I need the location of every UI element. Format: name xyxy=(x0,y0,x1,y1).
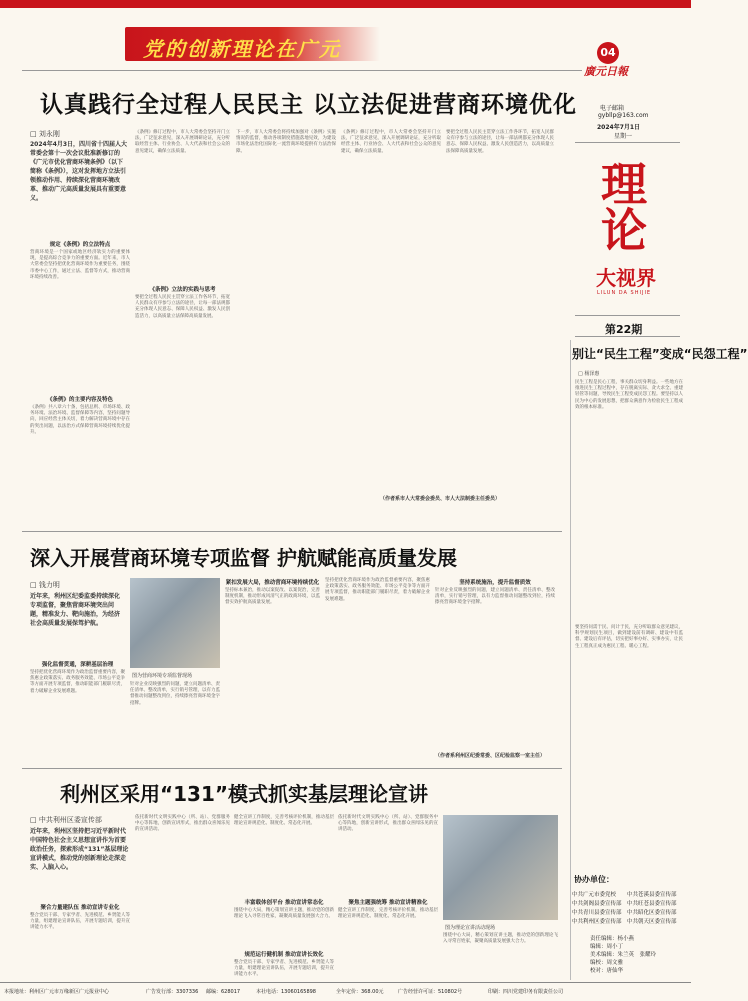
article3-subhead-3: 规范运行健机制 推动宣讲长效化 xyxy=(244,952,324,958)
article2-byline: □ 钱力明 xyxy=(30,581,60,589)
top-divider xyxy=(22,70,582,71)
issue-divider-bottom xyxy=(575,336,680,337)
article1-lead: 2024年4月3日，四川省十四届人大常委会第十一次会议批准新修订的《广元市优化营商环境条例》（以下简称《条例》），这对发挥地方立法引领推动作用、持续深化营商环境改革、推动广元高质量发展具有重要意义。 xyxy=(30,141,128,202)
article3-photo-caption: 图为理论宣讲活动现场 xyxy=(445,925,496,931)
article3-subhead-4: 聚焦主题强统筹 推动宣讲精准化 xyxy=(348,900,428,906)
article2-subhead-1: 强化监督贯通，深耕基层治理 xyxy=(41,662,114,668)
article3-byline: □ 中共利州区委宣传部 xyxy=(30,816,102,824)
article3-subhead-2: 丰富载体创平台 推动宣讲常态化 xyxy=(244,900,324,906)
article3-subhead-1: 聚合力量建队伍 推动宣讲专业化 xyxy=(40,905,120,911)
side-article-byline: □ 杨泽惠 xyxy=(578,371,600,377)
article1-body-2: 《条例》共八章六十条，包括总则、市场环境、政务环境、法治环境、监督保障等内容，坚持问题导向，回应经营主体关切，着力解决营商环境中存在的突出问题，以法治方式保障营商环境持续优化提升。 xyxy=(30,405,130,435)
page-footer xyxy=(0,982,691,1001)
article1-body-1: 营商环境是一个国家或地区经济软实力的重要体现，是提高综合竞争力的重要方面。近年来，市人大常委会坚持把优化营商环境作为重要任务，围绕市委中心工作，通过立法、监督等方式，推动营商环境持续改善。 xyxy=(30,250,130,280)
footer-print: 印刷：四川党建印务有限责任公司 xyxy=(488,989,564,995)
article1-body-6: 《条例》修订过程中，市人大常委会坚持开门立法，广泛征求意见，深入开展调研论证，充分听取经营主体、行业协会、人大代表和社会公众的意见建议，确保立法质量。 xyxy=(341,130,441,154)
cooperation-title: 协办单位： xyxy=(574,875,614,884)
side-article-body: 民生工程是民心工程，事关群众切身利益。一些地方在推进民生工程过程中，存在脱离实际、贪大求全、重建轻管等问题，导致民生工程变成民怨工程。要坚持以人民为中心的发展思想，把群众满意作为检验民生工程成效的根本标准。 xyxy=(575,380,683,410)
article1-divider xyxy=(22,531,562,532)
article1-subhead-1: 规定《条例》的立法特点 xyxy=(49,242,111,248)
coop-item: 中共剑阁县委宣传部 xyxy=(572,901,622,907)
staff-line: 美术编辑：朱兰英 张耀玲 xyxy=(590,952,657,958)
footer-postcode: 邮编：628017 xyxy=(206,989,241,995)
article2-subhead-3: 坚持系统施治，提升监督质效 xyxy=(459,580,531,586)
article2-divider xyxy=(22,768,562,769)
contact-email[interactable]: gybllp@163.com xyxy=(598,112,649,119)
article1-subhead-3: 《条例》立法的实践与思考 xyxy=(149,287,216,293)
article1-body-7: 要把全过程人民民主贯穿立法工作各环节，拓宽人民群众有序参与立法的途径，让每一部法规都充分体现人民意志、保障人民权益、激发人民创造活力，以高质量立法保障高质量发展。 xyxy=(446,130,554,154)
article2-subhead-2: 紧扣发展大局，推动营商环境持续优化 xyxy=(225,580,320,586)
article2-body-3: 坚持标本兼治，推动以案促改、以案促治，完善制度机制，推动形成风清气正的政商环境，以监督实效护航高质量发展。 xyxy=(225,588,320,606)
column-banner xyxy=(125,27,380,61)
section-subtitle: 大视界 xyxy=(596,266,656,290)
article3-photo xyxy=(443,815,558,920)
contact-label: 电子邮箱 xyxy=(600,105,625,112)
article3-lead: 近年来，利州区坚持把习近平新时代中国特色社会主义思想宣讲作为首要政治任务，探索形成“131”基层理论宣讲模式，推动党的创新理论走深走实、入脑入心。 xyxy=(30,828,129,871)
article1-subhead-2: 《条例》的主要内容及特色 xyxy=(46,397,113,403)
article3-body-4: 围绕中心大局，精心策划宣讲主题，推动党的创新理论飞入寻常百姓家，凝聚高质量发展强大合力。 xyxy=(234,908,334,920)
section-pinyin: LILUN DA SHIJIE xyxy=(597,290,652,296)
article2-photo-caption: 图为营商环境专项监督现场 xyxy=(132,673,193,679)
page-number: 04 xyxy=(597,42,619,64)
article2-author-note: （作者系利州区纪委常委、区纪检监察一室主任） xyxy=(435,753,546,759)
article3-body-8: 围绕中心大局，精心策划宣讲主题，推动党的创新理论飞入寻常百姓家，凝聚高质量发展强大合力。 xyxy=(443,933,558,945)
paper-logo: 廣元日報 xyxy=(584,65,628,78)
article2-body-4: 坚持把优化营商环境作为政治监督重要内容，聚焦惠企政策落实、政务服务效能、市场公平竞争等方面开展专项监督，推动职能部门履职尽责，着力破解企业发展难题。 xyxy=(325,578,430,602)
article1-headline: 认真践行全过程人民民主 以立法促进营商环境优化 xyxy=(40,92,578,118)
article3-body-6: 依托新时代文明实践中心（所、站）、党群服务中心等阵地，创新宣讲形式，推出群众喜闻乐见的宣讲活动。 xyxy=(338,815,438,833)
issue-date: 2024年7月1日 xyxy=(597,124,641,131)
coop-item: 中共利州区委宣传部 xyxy=(572,919,622,925)
article2-body-1: 坚持把优化营商环境作为政治监督重要内容，聚焦惠企政策落实、政务服务效能、市场公平竞争等方面开展专项监督，推动职能部门履职尽责，着力破解企业发展难题。 xyxy=(30,670,125,694)
coop-item: 中共朝天区委宣传部 xyxy=(627,919,677,925)
article1-body-4: 要把全过程人民民主贯穿立法工作各环节，拓宽人民群众有序参与立法的途径，让每一部法规都充分体现人民意志、保障人民权益、激发人民创造活力，以高质量立法保障高质量发展。 xyxy=(135,295,230,319)
article3-body-3: 健全宣讲工作制度，完善考核评价机制，推动基层理论宣讲规范化、制度化、常态化开展。 xyxy=(234,815,334,827)
coop-item: 中共青川县委宣传部 xyxy=(572,910,622,916)
column-banner-title: 党的创新理论在广元 xyxy=(143,37,341,61)
footer-reg: 广告经营许可证：510802号 xyxy=(398,989,463,995)
article2-body-5: 针对企业反映强烈的问题，建立问题清单、责任清单、整改清单，实行销号管理，以有力监督推动问题整改到位，持续擦亮营商环境金字招牌。 xyxy=(435,588,555,606)
article1-body-3: 《条例》修订过程中，市人大常委会坚持开门立法，广泛征求意见，深入开展调研论证，充分听取经营主体、行业协会、人大代表和社会公众的意见建议，确保立法质量。 xyxy=(135,130,230,154)
staff-line: 责任编辑：杨小燕 xyxy=(590,936,635,942)
coop-item: 中共广元市委党校 xyxy=(572,892,617,898)
article3-body-5: 整合党员干部、专家学者、先进模范、乡贤能人等力量，组建理论宣讲队伍，开展专题培训，提升宣讲能力水平。 xyxy=(234,960,334,978)
article3-body-2: 依托新时代文明实践中心（所、站）、党群服务中心等阵地，创新宣讲形式，推出群众喜闻乐见的宣讲活动。 xyxy=(135,815,230,833)
article1-byline: □ 刘永刚 xyxy=(30,130,60,138)
article2-body-2: 针对企业反映强烈的问题，建立问题清单、责任清单、整改清单，实行销号管理，以有力监督推动问题整改到位，持续擦亮营商环境金字招牌。 xyxy=(130,682,220,706)
article3-body-7: 健全宣讲工作制度，完善考核评价机制，推动基层理论宣讲规范化、制度化、常态化开展。 xyxy=(338,908,438,920)
article3-headline: 利州区采用“131”模式抓实基层理论宣讲 xyxy=(60,782,429,806)
issue-number: 第22期 xyxy=(605,323,643,336)
staff-line: 编校：周文雅 xyxy=(590,960,624,966)
article2-headline: 深入开展营商环境专项监督 护航赋能高质量发展 xyxy=(30,546,457,570)
side-article-title: 别让“民生工程”变成“民怨工程” xyxy=(572,347,748,361)
article2-photo xyxy=(130,578,220,668)
coop-item: 中共旺苍县委宣传部 xyxy=(627,901,677,907)
coop-item: 中共苍溪县委宣传部 xyxy=(627,892,677,898)
side-article-body-2: 要坚持问需于民、问计于民，充分听取群众意见建议，科学规划民生项目，做到建设前有调研、建设中有监督、建设后有评估，切实把好事办好、实事办实，让民生工程真正成为惠民工程、暖心工程。 xyxy=(575,625,683,649)
article2-lead: 近年来，利州区纪委监委持续深化专项监督，聚焦营商环境突出问题，精准发力、靶向施治，为经济社会高质量发展保驾护航。 xyxy=(30,593,121,627)
coop-item: 中共昭化区委宣传部 xyxy=(627,910,677,916)
footer-ad: 广告发行部：3307336 xyxy=(146,989,199,995)
staff-line: 编辑：周小丁 xyxy=(590,944,624,950)
article1-author-note: （作者系市人大常委会委员、市人大法制委主任委员） xyxy=(380,496,501,502)
footer-price: 全年定价：368.00元 xyxy=(336,989,384,995)
footer-address: 本报地址：利州区广元市万缘新区广元报业中心 xyxy=(4,989,110,995)
issue-divider-top xyxy=(575,315,680,316)
footer-tel: 本社电话：13060165898 xyxy=(256,989,316,995)
staff-line: 校对：唐仙华 xyxy=(590,968,624,974)
top-red-bar xyxy=(0,0,691,8)
section-title: 理论 xyxy=(594,160,648,252)
masthead-divider xyxy=(575,142,680,143)
article1-body-5: 下一步，市人大常委会将持续加强对《条例》实施情况的监督，推动各项制度措施落地见效，为建设市场化法治化国际化一流营商环境提供有力法治保障。 xyxy=(236,130,336,154)
article3-body-1: 整合党员干部、专家学者、先进模范、乡贤能人等力量，组建理论宣讲队伍，开展专题培训，提升宣讲能力水平。 xyxy=(30,913,130,931)
side-column-divider xyxy=(570,340,571,980)
weekday: 星期一 xyxy=(614,133,633,140)
